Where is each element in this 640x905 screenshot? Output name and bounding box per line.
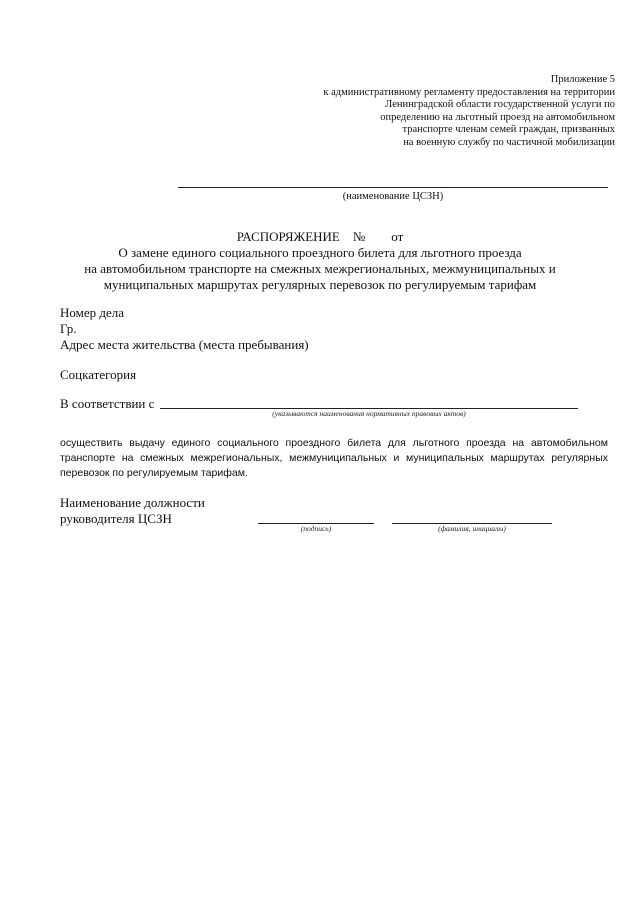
annex-line: Приложение 5: [550, 74, 615, 85]
org-name-caption: (наименование ЦСЗН): [342, 191, 444, 202]
annex-line: к административному регламенту предоставления на территории: [323, 86, 615, 98]
decision-text: осуществить выдачу единого социального проездного билета для льготного проезда на автомобильном транспорте на смежных межрегиональных, межмуниципальных и муниципальных маршрутах регулярных перевозок по регулируемым тарифам.: [60, 437, 608, 479]
annex-line: транспорте членам семей граждан, призванных: [402, 124, 615, 135]
annex-line: определению на льготный проезд на автомобильном: [380, 111, 615, 123]
address-label: Адрес места жительства (места пребывания): [60, 337, 309, 352]
annex-header: [275, 74, 615, 149]
order-subject-line: О замене единого социального проездного билета для льготного проезда: [118, 245, 522, 260]
order-subject-line: муниципальных маршрутах регулярных перевозок по регулируемым тарифам: [103, 277, 537, 292]
order-title: РАСПОРЯЖЕНИЕ № от: [236, 229, 404, 244]
org-name-line: [178, 187, 608, 188]
citizen-label: Гр.: [60, 321, 77, 336]
signature-caption: (подпись): [300, 524, 332, 533]
accordance-label: В соответствии с: [60, 396, 155, 411]
case-number-label: Номер дела: [60, 305, 125, 320]
accordance-caption: (указываются наименования нормативных правовых актов): [272, 409, 466, 418]
annex-line: Ленинградской области государственной услуги по: [385, 99, 615, 110]
social-category-label: Соцкатегория: [60, 367, 137, 382]
order-subject-line: на автомобильном транспорте на смежных межрегиональных, межмуниципальных и: [84, 261, 556, 276]
name-caption: (фамилия, инициалы): [438, 524, 506, 533]
annex-line: на военную службу по частичной мобилизации: [403, 136, 615, 148]
position-title-line1: Наименование должности: [60, 495, 205, 510]
position-title-line2: руководителя ЦСЗН: [60, 511, 172, 526]
